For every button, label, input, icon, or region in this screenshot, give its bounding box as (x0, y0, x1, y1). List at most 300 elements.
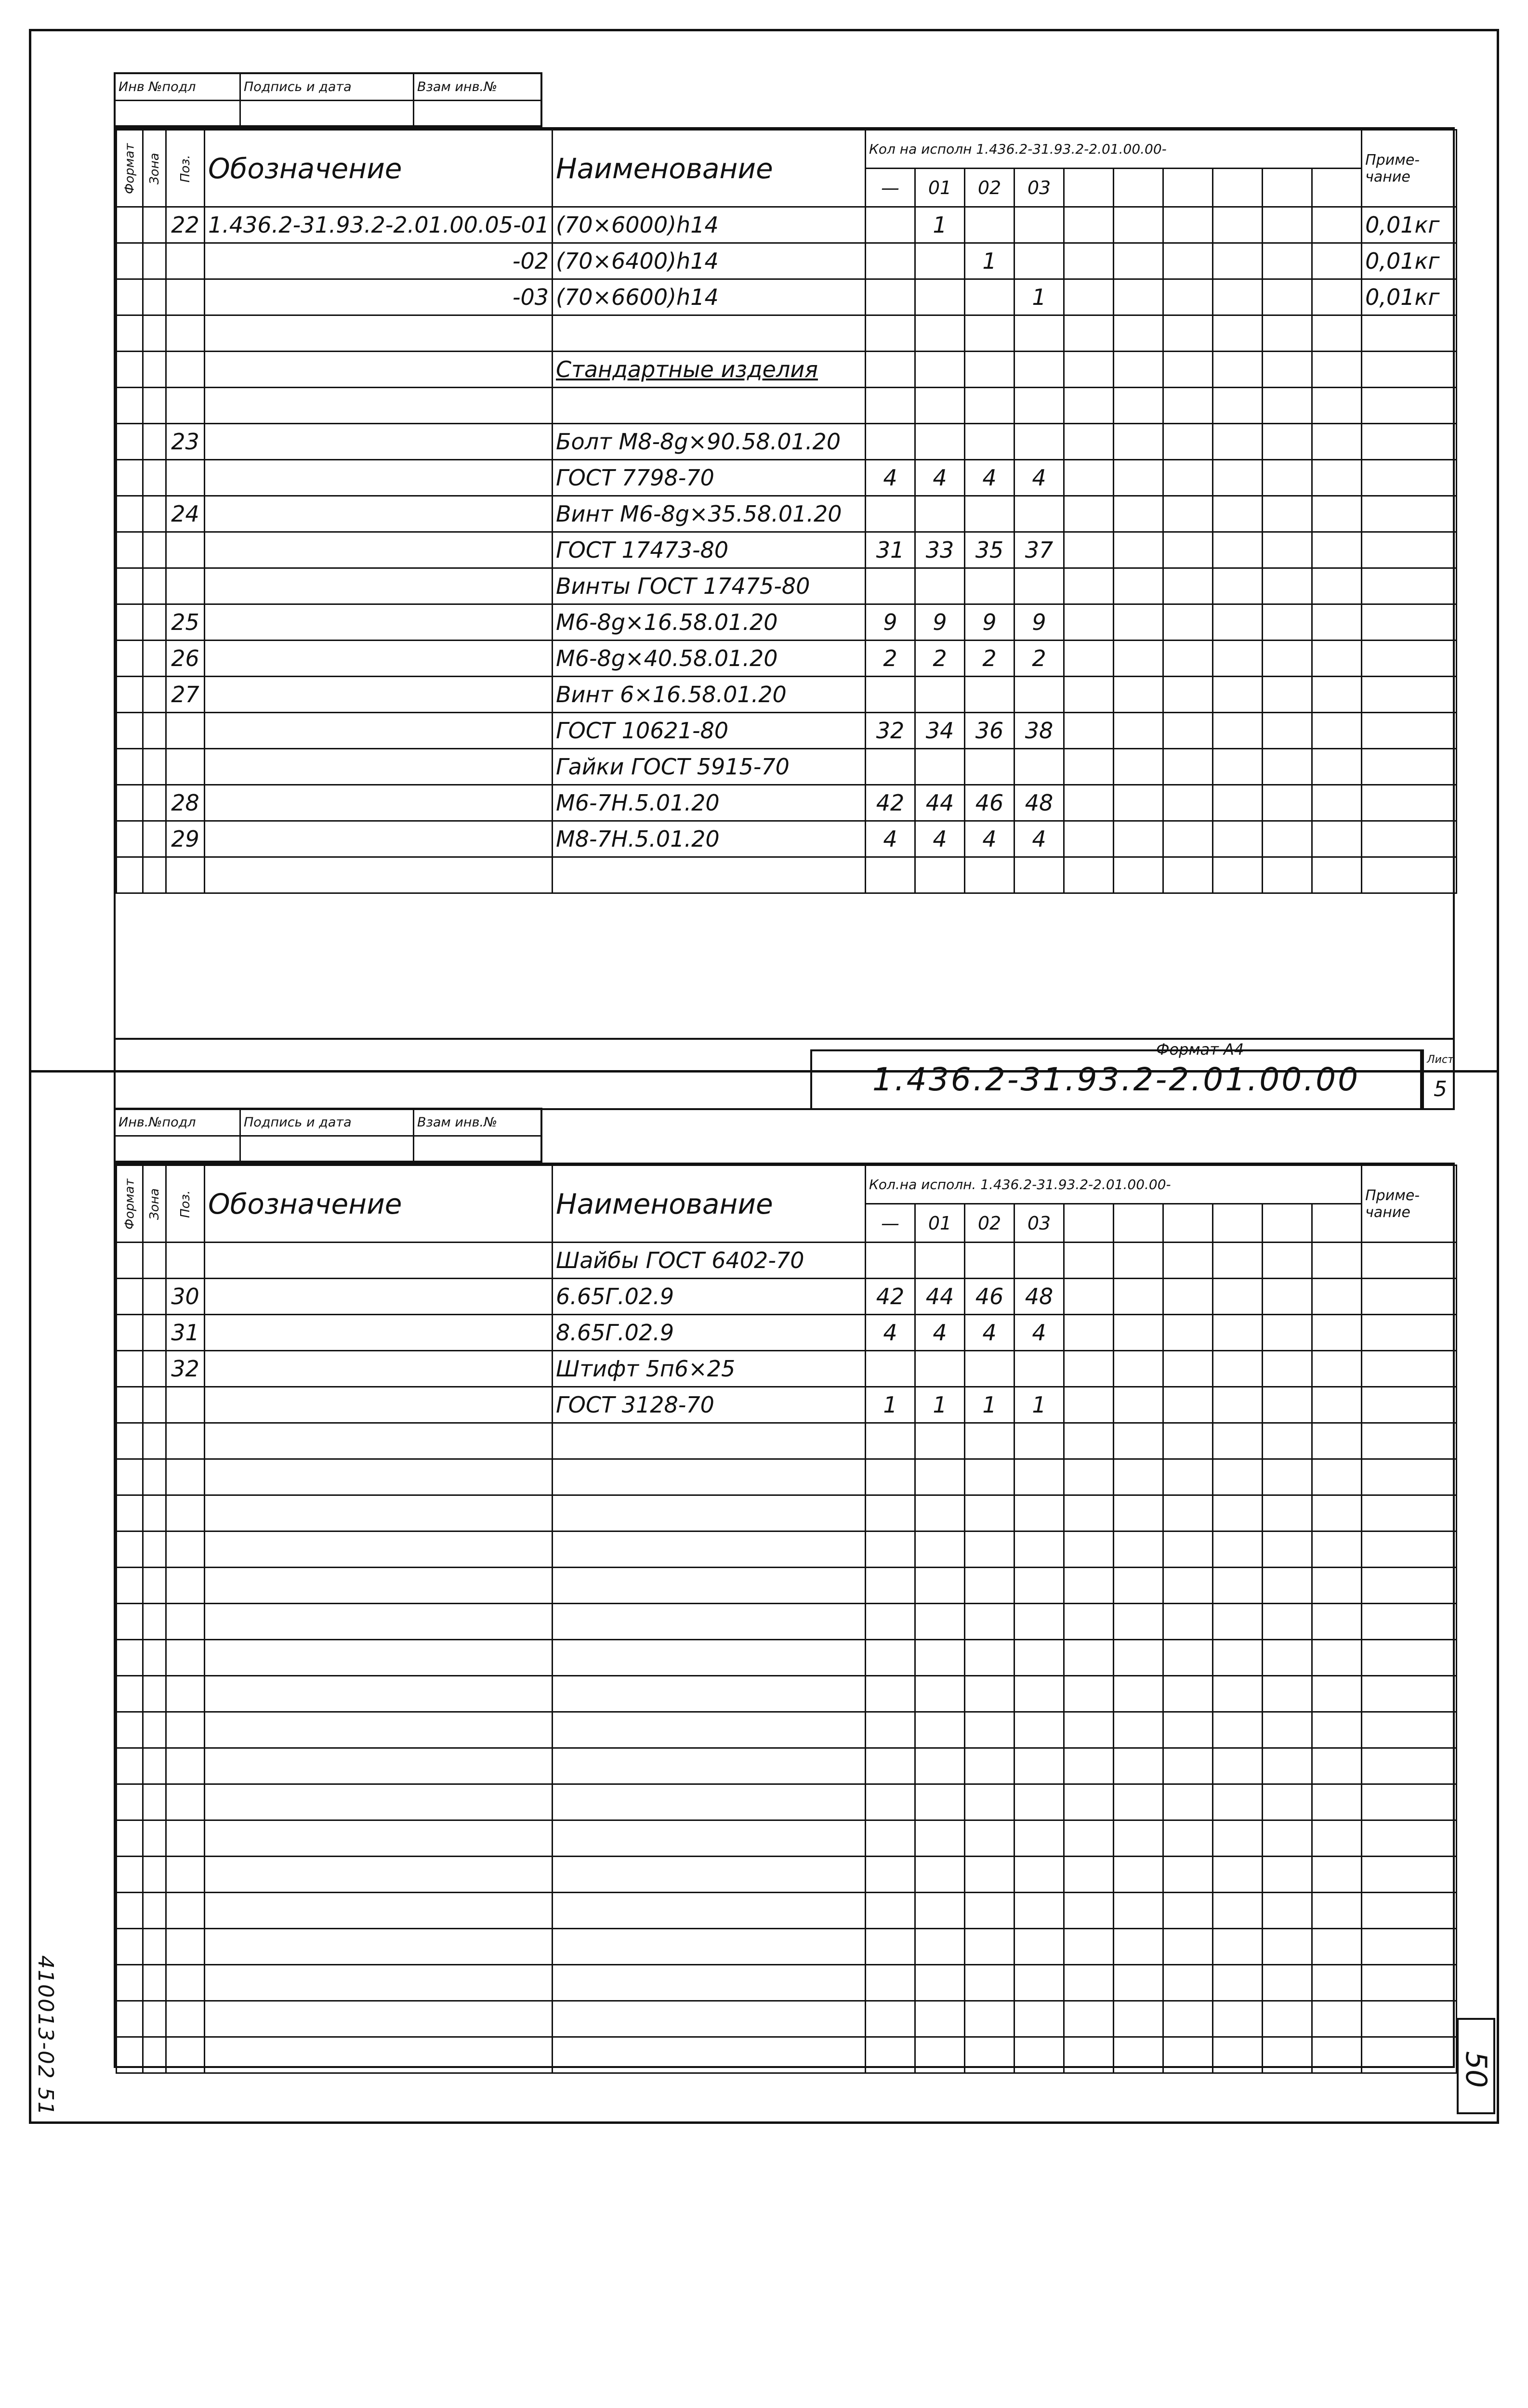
qty-cell (1163, 1315, 1213, 1351)
name-cell: М6-8g×40.58.01.20 (553, 641, 866, 677)
header-variant: — (866, 1204, 915, 1243)
qty-cell (1014, 207, 1064, 243)
name-cell: Винт М6-8g×35.58.01.20 (553, 496, 866, 532)
qty-cell (1263, 1423, 1312, 1459)
qty-cell (1114, 749, 1163, 785)
qty-cell (1263, 496, 1312, 532)
designation-cell: -02 (205, 243, 553, 279)
qty-cell: 37 (1014, 532, 1064, 568)
qty-cell (1114, 1351, 1163, 1387)
qty-cell (1213, 821, 1263, 857)
qty-cell (1213, 1387, 1263, 1423)
qty-cell (1263, 2037, 1312, 2073)
qty-cell (915, 315, 965, 352)
qty-cell (1114, 1531, 1163, 1568)
qty-cell (1163, 1604, 1213, 1640)
name-cell: М8-7Н.5.01.20 (553, 821, 866, 857)
table-row (117, 1929, 1457, 1965)
qty-cell (1014, 1784, 1064, 1820)
qty-cell (1263, 1712, 1312, 1748)
qty-cell (1064, 1243, 1114, 1279)
note-cell (1362, 604, 1457, 641)
qty-cell (1312, 1784, 1362, 1820)
zone-cell (143, 352, 166, 388)
qty-cell (1213, 1929, 1263, 1965)
note-cell (1362, 1820, 1457, 1857)
pos-cell (166, 388, 205, 424)
pos-cell: 25 (166, 604, 205, 641)
qty-cell (1163, 1459, 1213, 1495)
format-cell (117, 1279, 143, 1315)
qty-cell: 4 (1014, 460, 1064, 496)
qty-cell (1114, 1857, 1163, 1893)
note-cell (1362, 1315, 1457, 1351)
zone-cell (143, 1531, 166, 1568)
qty-cell (866, 1640, 915, 1676)
qty-cell (965, 1423, 1014, 1459)
qty-cell: 42 (866, 785, 915, 821)
qty-cell (1014, 1893, 1064, 1929)
table-row (117, 207, 1457, 243)
qty-cell (965, 1712, 1014, 1748)
name-cell (553, 2037, 866, 2073)
qty-cell (1163, 604, 1213, 641)
table-row (117, 1243, 1457, 1279)
qty-cell (1064, 1387, 1114, 1423)
note-cell (1362, 1676, 1457, 1712)
qty-cell (915, 1820, 965, 1857)
qty-cell (1213, 2001, 1263, 2037)
qty-cell (1263, 1784, 1312, 1820)
header-variant: 01 (915, 1204, 965, 1243)
table-row (117, 2037, 1457, 2073)
qty-cell (965, 1929, 1014, 1965)
qty-cell (965, 1243, 1014, 1279)
qty-cell (1163, 1495, 1213, 1531)
name-cell (553, 1531, 866, 1568)
pos-cell (166, 713, 205, 749)
qty-cell (965, 749, 1014, 785)
qty-cell (1064, 352, 1114, 388)
qty-cell (1213, 1857, 1263, 1893)
note-cell (1362, 1712, 1457, 1748)
qty-cell (1014, 1929, 1064, 1965)
name-cell: Штифт 5п6×25 (553, 1351, 866, 1387)
qty-cell (866, 1351, 915, 1387)
qty-cell (1014, 1857, 1064, 1893)
qty-cell (1014, 243, 1064, 279)
stamp-vzam-inv: Взам инв.№ (417, 1115, 498, 1130)
qty-cell (1114, 532, 1163, 568)
qty-cell (915, 1531, 965, 1568)
table-row (117, 496, 1457, 532)
note-cell (1362, 857, 1457, 893)
pos-cell (166, 1495, 205, 1531)
header-name: Наименование (553, 130, 866, 207)
qty-cell (1213, 496, 1263, 532)
qty-cell (915, 1712, 965, 1748)
pos-cell (166, 1640, 205, 1676)
table-row (117, 1820, 1457, 1857)
qty-cell (1312, 1748, 1362, 1784)
qty-cell (1312, 1965, 1362, 2001)
qty-cell (1014, 1640, 1064, 1676)
qty-cell (1014, 1568, 1064, 1604)
qty-cell (1114, 243, 1163, 279)
pos-cell: 28 (166, 785, 205, 821)
qty-cell (965, 2037, 1014, 2073)
designation-cell (205, 568, 553, 604)
qty-cell (1163, 857, 1213, 893)
qty-cell (1213, 749, 1263, 785)
qty-cell (1213, 2037, 1263, 2073)
qty-cell (866, 2037, 915, 2073)
name-cell: ГОСТ 10621-80 (553, 713, 866, 749)
format-cell (117, 1748, 143, 1784)
format-cell (117, 1423, 143, 1459)
zone-cell (143, 785, 166, 821)
zone-cell (143, 1929, 166, 1965)
qty-cell (1114, 2001, 1163, 2037)
qty-cell (866, 352, 915, 388)
qty-cell: 1 (1014, 1387, 1064, 1423)
qty-cell (1312, 1387, 1362, 1423)
qty-cell (1163, 1243, 1213, 1279)
table-row (117, 424, 1457, 460)
pos-cell (166, 1784, 205, 1820)
qty-cell (1014, 857, 1064, 893)
page-number: 50 (1459, 2051, 1493, 2088)
zone-cell (143, 1893, 166, 1929)
qty-cell (1064, 388, 1114, 424)
designation-cell (205, 496, 553, 532)
qty-cell (1163, 1784, 1213, 1820)
qty-cell (1163, 496, 1213, 532)
qty-cell (1213, 1459, 1263, 1495)
page-number-box (1457, 2018, 1495, 2114)
qty-cell (1263, 1640, 1312, 1676)
qty-cell (1312, 749, 1362, 785)
header-variant: 02 (965, 1204, 1014, 1243)
pos-cell (166, 1568, 205, 1604)
name-cell (553, 1748, 866, 1784)
qty-cell (866, 1893, 915, 1929)
qty-cell (1213, 460, 1263, 496)
note-cell (1362, 749, 1457, 785)
designation-cell: 1.436.2-31.93.2-2.01.00.05-01 (205, 207, 553, 243)
qty-cell: 36 (965, 713, 1014, 749)
qty-cell (1213, 207, 1263, 243)
note-cell (1362, 785, 1457, 821)
qty-cell (866, 279, 915, 315)
qty-cell (1014, 749, 1064, 785)
table-row (117, 279, 1457, 315)
table-row (117, 1568, 1457, 1604)
qty-cell (1213, 1243, 1263, 1279)
note-cell (1362, 1351, 1457, 1387)
name-cell: М6-8g×16.58.01.20 (553, 604, 866, 641)
name-cell (553, 1857, 866, 1893)
qty-cell (1213, 1531, 1263, 1568)
pos-cell: 30 (166, 1279, 205, 1315)
qty-cell (1213, 568, 1263, 604)
table-row (117, 604, 1457, 641)
table-row (117, 749, 1457, 785)
document-designation: 1.436.2-31.93.2-2.01.00.00 (810, 1049, 1422, 1110)
qty-cell (1114, 1820, 1163, 1857)
qty-cell (1263, 460, 1312, 496)
qty-cell: 4 (866, 460, 915, 496)
name-cell (553, 1820, 866, 1857)
qty-cell (915, 424, 965, 460)
qty-cell (965, 1748, 1014, 1784)
qty-cell (1263, 1495, 1312, 1531)
table-row (117, 1279, 1457, 1315)
designation-cell (205, 1676, 553, 1712)
zone-cell (143, 388, 166, 424)
note-cell (1362, 1929, 1457, 1965)
qty-cell (1312, 496, 1362, 532)
qty-cell (1213, 1279, 1263, 1315)
designation-cell (205, 1423, 553, 1459)
qty-cell (915, 1965, 965, 2001)
note-cell (1362, 496, 1457, 532)
table-row (117, 1387, 1457, 1423)
zone-cell (143, 496, 166, 532)
qty-cell: 1 (866, 1387, 915, 1423)
zone-cell (143, 1459, 166, 1495)
stamp-inv-podl: Инв.№подл (116, 1110, 241, 1135)
side-code: 410013-02 51 (33, 1955, 58, 2116)
table-row (117, 1676, 1457, 1712)
format-cell (117, 352, 143, 388)
format-cell (117, 1243, 143, 1279)
qty-cell (1064, 821, 1114, 857)
qty-cell (1064, 1820, 1114, 1857)
sheet-number-box (1422, 1049, 1457, 1110)
qty-cell (1064, 424, 1114, 460)
format-cell (117, 207, 143, 243)
qty-cell (1064, 1495, 1114, 1531)
header-pos: Поз. (166, 130, 205, 207)
qty-cell (1014, 2001, 1064, 2037)
qty-cell (1064, 2037, 1114, 2073)
qty-cell (965, 496, 1014, 532)
qty-cell (1014, 315, 1064, 352)
qty-cell (1064, 1748, 1114, 1784)
name-cell (553, 1640, 866, 1676)
qty-cell (1114, 1495, 1163, 1531)
qty-cell (1263, 1820, 1312, 1857)
qty-cell (1312, 2037, 1362, 2073)
designation-cell (205, 388, 553, 424)
zone-cell (143, 1568, 166, 1604)
designation-cell (205, 2001, 553, 2037)
header-variant: — (866, 169, 915, 207)
qty-cell (1064, 1893, 1114, 1929)
qty-cell (1114, 496, 1163, 532)
qty-cell (1312, 424, 1362, 460)
format-cell (117, 1857, 143, 1893)
qty-cell (1064, 568, 1114, 604)
qty-cell (915, 2001, 965, 2037)
pos-cell (166, 460, 205, 496)
qty-cell (1064, 713, 1114, 749)
name-cell (553, 1459, 866, 1495)
qty-cell (1312, 243, 1362, 279)
note-cell (1362, 1495, 1457, 1531)
designation-cell (205, 641, 553, 677)
qty-cell (1263, 1243, 1312, 1279)
designation-cell (205, 424, 553, 460)
designation-cell (205, 604, 553, 641)
qty-cell (1163, 1279, 1213, 1315)
qty-cell (866, 1423, 915, 1459)
stamp-block (114, 1108, 542, 1163)
pos-cell (166, 315, 205, 352)
qty-cell (965, 1495, 1014, 1531)
qty-cell (1114, 279, 1163, 315)
qty-cell (1014, 1459, 1064, 1495)
qty-cell (1213, 785, 1263, 821)
pos-cell (166, 1604, 205, 1640)
qty-cell (1014, 1676, 1064, 1712)
format-cell (117, 857, 143, 893)
format-cell (117, 1459, 143, 1495)
qty-cell: 32 (866, 713, 915, 749)
qty-cell (1213, 352, 1263, 388)
qty-cell (1263, 1929, 1312, 1965)
qty-cell (1114, 1387, 1163, 1423)
qty-cell (1163, 1712, 1213, 1748)
header-format: Формат (117, 1165, 143, 1243)
qty-cell: 4 (1014, 821, 1064, 857)
format-cell (117, 821, 143, 857)
stamp-cell (116, 101, 241, 127)
name-cell (553, 1712, 866, 1748)
table-row (117, 821, 1457, 857)
qty-cell (1064, 532, 1114, 568)
qty-cell (1263, 532, 1312, 568)
name-cell: 8.65Г.02.9 (553, 1315, 866, 1351)
qty-cell (1064, 1568, 1114, 1604)
qty-cell (866, 1857, 915, 1893)
qty-cell (1163, 532, 1213, 568)
table-row (117, 352, 1457, 388)
table-row (117, 1640, 1457, 1676)
table-row (117, 2001, 1457, 2037)
qty-cell (1163, 641, 1213, 677)
qty-cell (1312, 568, 1362, 604)
format-cell (117, 749, 143, 785)
title-block (114, 1038, 1455, 1110)
pos-cell (166, 1531, 205, 1568)
qty-cell (1312, 1676, 1362, 1712)
format-cell (117, 1351, 143, 1387)
pos-cell (166, 1712, 205, 1748)
name-cell (553, 1423, 866, 1459)
qty-cell (1263, 1604, 1312, 1640)
pos-cell: 23 (166, 424, 205, 460)
qty-cell (1312, 1568, 1362, 1604)
zone-cell (143, 1965, 166, 2001)
qty-cell (866, 315, 915, 352)
qty-cell (1114, 424, 1163, 460)
note-cell (1362, 568, 1457, 604)
format-cell (117, 1568, 143, 1604)
qty-cell (1163, 1965, 1213, 2001)
qty-cell (1213, 857, 1263, 893)
qty-cell (915, 749, 965, 785)
qty-cell (1263, 279, 1312, 315)
qty-cell (965, 279, 1014, 315)
qty-cell (1114, 1279, 1163, 1315)
qty-cell (1114, 460, 1163, 496)
qty-cell (1213, 1315, 1263, 1351)
qty-cell (866, 677, 915, 713)
qty-cell (1114, 1568, 1163, 1604)
designation-cell (205, 1640, 553, 1676)
qty-cell (915, 279, 965, 315)
qty-cell (1213, 388, 1263, 424)
zone-cell (143, 1604, 166, 1640)
table-row (117, 1531, 1457, 1568)
qty-cell: 44 (915, 785, 965, 821)
table-row (117, 1495, 1457, 1531)
spec-grid (116, 1165, 1457, 2074)
note-cell (1362, 460, 1457, 496)
pos-cell (166, 1459, 205, 1495)
qty-cell (866, 1495, 915, 1531)
pos-cell: 24 (166, 496, 205, 532)
sheet-label: Лист (1424, 1049, 1457, 1072)
qty-cell: 2 (1014, 641, 1064, 677)
table-row (117, 315, 1457, 352)
qty-cell (1114, 604, 1163, 641)
qty-cell (1213, 1604, 1263, 1640)
zone-cell (143, 424, 166, 460)
qty-cell: 2 (866, 641, 915, 677)
qty-cell (1114, 568, 1163, 604)
format-cell (117, 568, 143, 604)
zone-cell (143, 532, 166, 568)
qty-cell (1064, 749, 1114, 785)
qty-cell (1114, 1929, 1163, 1965)
qty-cell (915, 243, 965, 279)
note-cell (1362, 1568, 1457, 1604)
designation-cell (205, 1820, 553, 1857)
note-cell (1362, 1423, 1457, 1459)
pos-cell (166, 1965, 205, 2001)
qty-cell (1263, 713, 1312, 749)
spec-table (114, 127, 1455, 1040)
pos-cell (166, 857, 205, 893)
qty-cell (1064, 460, 1114, 496)
qty-cell (1064, 315, 1114, 352)
qty-cell (1114, 352, 1163, 388)
qty-cell: 48 (1014, 1279, 1064, 1315)
format-cell (117, 1965, 143, 2001)
qty-cell (866, 1820, 915, 1857)
table-row (117, 1351, 1457, 1387)
pos-cell (166, 568, 205, 604)
qty-cell (1114, 677, 1163, 713)
pos-cell: 26 (166, 641, 205, 677)
zone-cell (143, 1495, 166, 1531)
format-cell (117, 1387, 143, 1423)
qty-cell (1213, 279, 1263, 315)
qty-cell (1163, 243, 1213, 279)
